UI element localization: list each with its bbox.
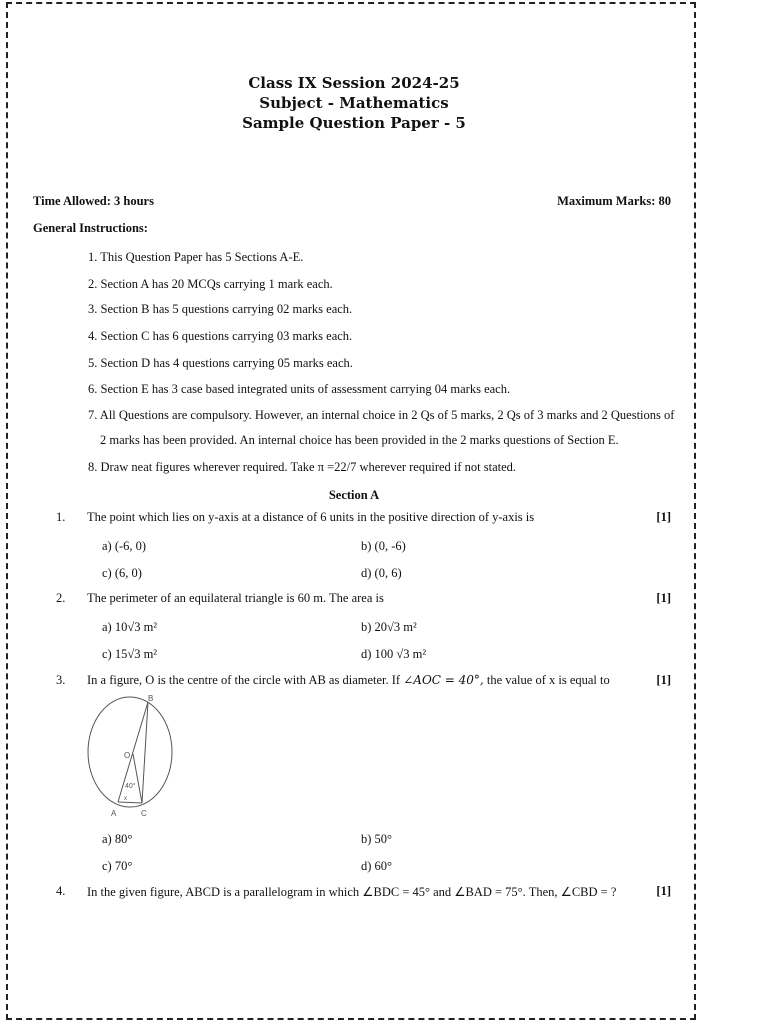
question-text-part: the value of x is equal to	[483, 673, 610, 687]
question-number: 3.	[56, 673, 66, 687]
instruction-item: 4. Section C has 6 questions carrying 03 marks each.	[88, 329, 353, 343]
instruction-item: 5. Section D has 4 questions carrying 05 marks each.	[88, 356, 353, 370]
option-d: d) 60°	[361, 859, 393, 873]
option-b: b) 50°	[361, 832, 393, 846]
time-allowed: Time Allowed: 3 hours	[33, 194, 154, 208]
question-text: The point which lies on y-axis at a distance of 6 units in the positive direction of y-axis is	[87, 510, 535, 524]
instruction-item: 2. Section A has 20 MCQs carrying 1 mark each.	[88, 277, 333, 291]
option-a: a) 80°	[102, 832, 133, 846]
label-a: A	[111, 809, 117, 818]
chord-ac	[118, 802, 142, 803]
question-marks: [1]	[656, 673, 671, 687]
session-title: Class IX Session 2024-25	[248, 74, 460, 92]
subject-title: Subject - Mathematics	[259, 94, 449, 112]
label-o: O	[124, 751, 131, 760]
question-text: In the given figure, ABCD is a parallelogram in which ∠BDC = 45° and ∠BAD = 75°. Then, ∠CBD = ?	[87, 885, 617, 899]
question-text	[87, 673, 610, 688]
option-d: d) 100 √3 m²	[361, 647, 427, 661]
section-a-heading: Section A	[328, 488, 380, 502]
instruction-item: 7. All Questions are compulsory. However, an internal choice in 2 Qs of 5 marks, 2 Qs of 3 marks and 2 Questions of	[88, 408, 675, 422]
option-d: d) (0, 6)	[361, 566, 402, 580]
label-x: x	[124, 796, 127, 802]
chord-bc	[142, 702, 148, 803]
angle-expression: ∠AOC = 40°,	[403, 673, 484, 687]
question-marks: [1]	[656, 510, 671, 524]
question-text-part: In a figure, O is the centre of the circle with AB as diameter. If	[87, 673, 404, 687]
option-c: c) 15√3 m²	[102, 647, 158, 661]
label-b: B	[148, 694, 154, 703]
label-c: C	[141, 809, 147, 818]
question-text: The perimeter of an equilateral triangle is 60 m. The area is	[87, 591, 384, 605]
question-number: 1.	[56, 510, 66, 524]
instruction-item-continued: 2 marks has been provided. An internal choice has been provided in the 2 marks questions of Section E.	[100, 433, 619, 447]
label-angle: 40°	[125, 783, 136, 790]
instruction-item: 3. Section B has 5 questions carrying 02 marks each.	[88, 302, 353, 316]
question-marks: [1]	[656, 591, 671, 605]
instruction-item: 1. This Question Paper has 5 Sections A-E.	[88, 250, 304, 264]
circle-figure	[82, 692, 182, 822]
general-instructions-heading: General Instructions:	[33, 221, 148, 235]
option-b: b) 20√3 m²	[361, 620, 417, 634]
radius-oc	[133, 754, 142, 803]
question-marks: [1]	[656, 884, 671, 898]
question-number: 2.	[56, 591, 66, 605]
maximum-marks: Maximum Marks: 80	[557, 194, 671, 208]
instruction-item: 6. Section E has 3 case based integrated units of assessment carrying 04 marks each.	[88, 382, 511, 396]
option-b: b) (0, -6)	[361, 539, 406, 553]
paper-title: Sample Question Paper - 5	[242, 114, 466, 132]
option-c: c) 70°	[102, 859, 133, 873]
option-a: a) (-6, 0)	[102, 539, 147, 553]
question-number: 4.	[56, 884, 66, 898]
option-c: c) (6, 0)	[102, 566, 142, 580]
paper-header	[0, 73, 708, 133]
option-a: a) 10√3 m²	[102, 620, 158, 634]
instruction-item: 8. Draw neat figures wherever required. Take π =22/7 wherever required if not stated.	[88, 460, 517, 474]
